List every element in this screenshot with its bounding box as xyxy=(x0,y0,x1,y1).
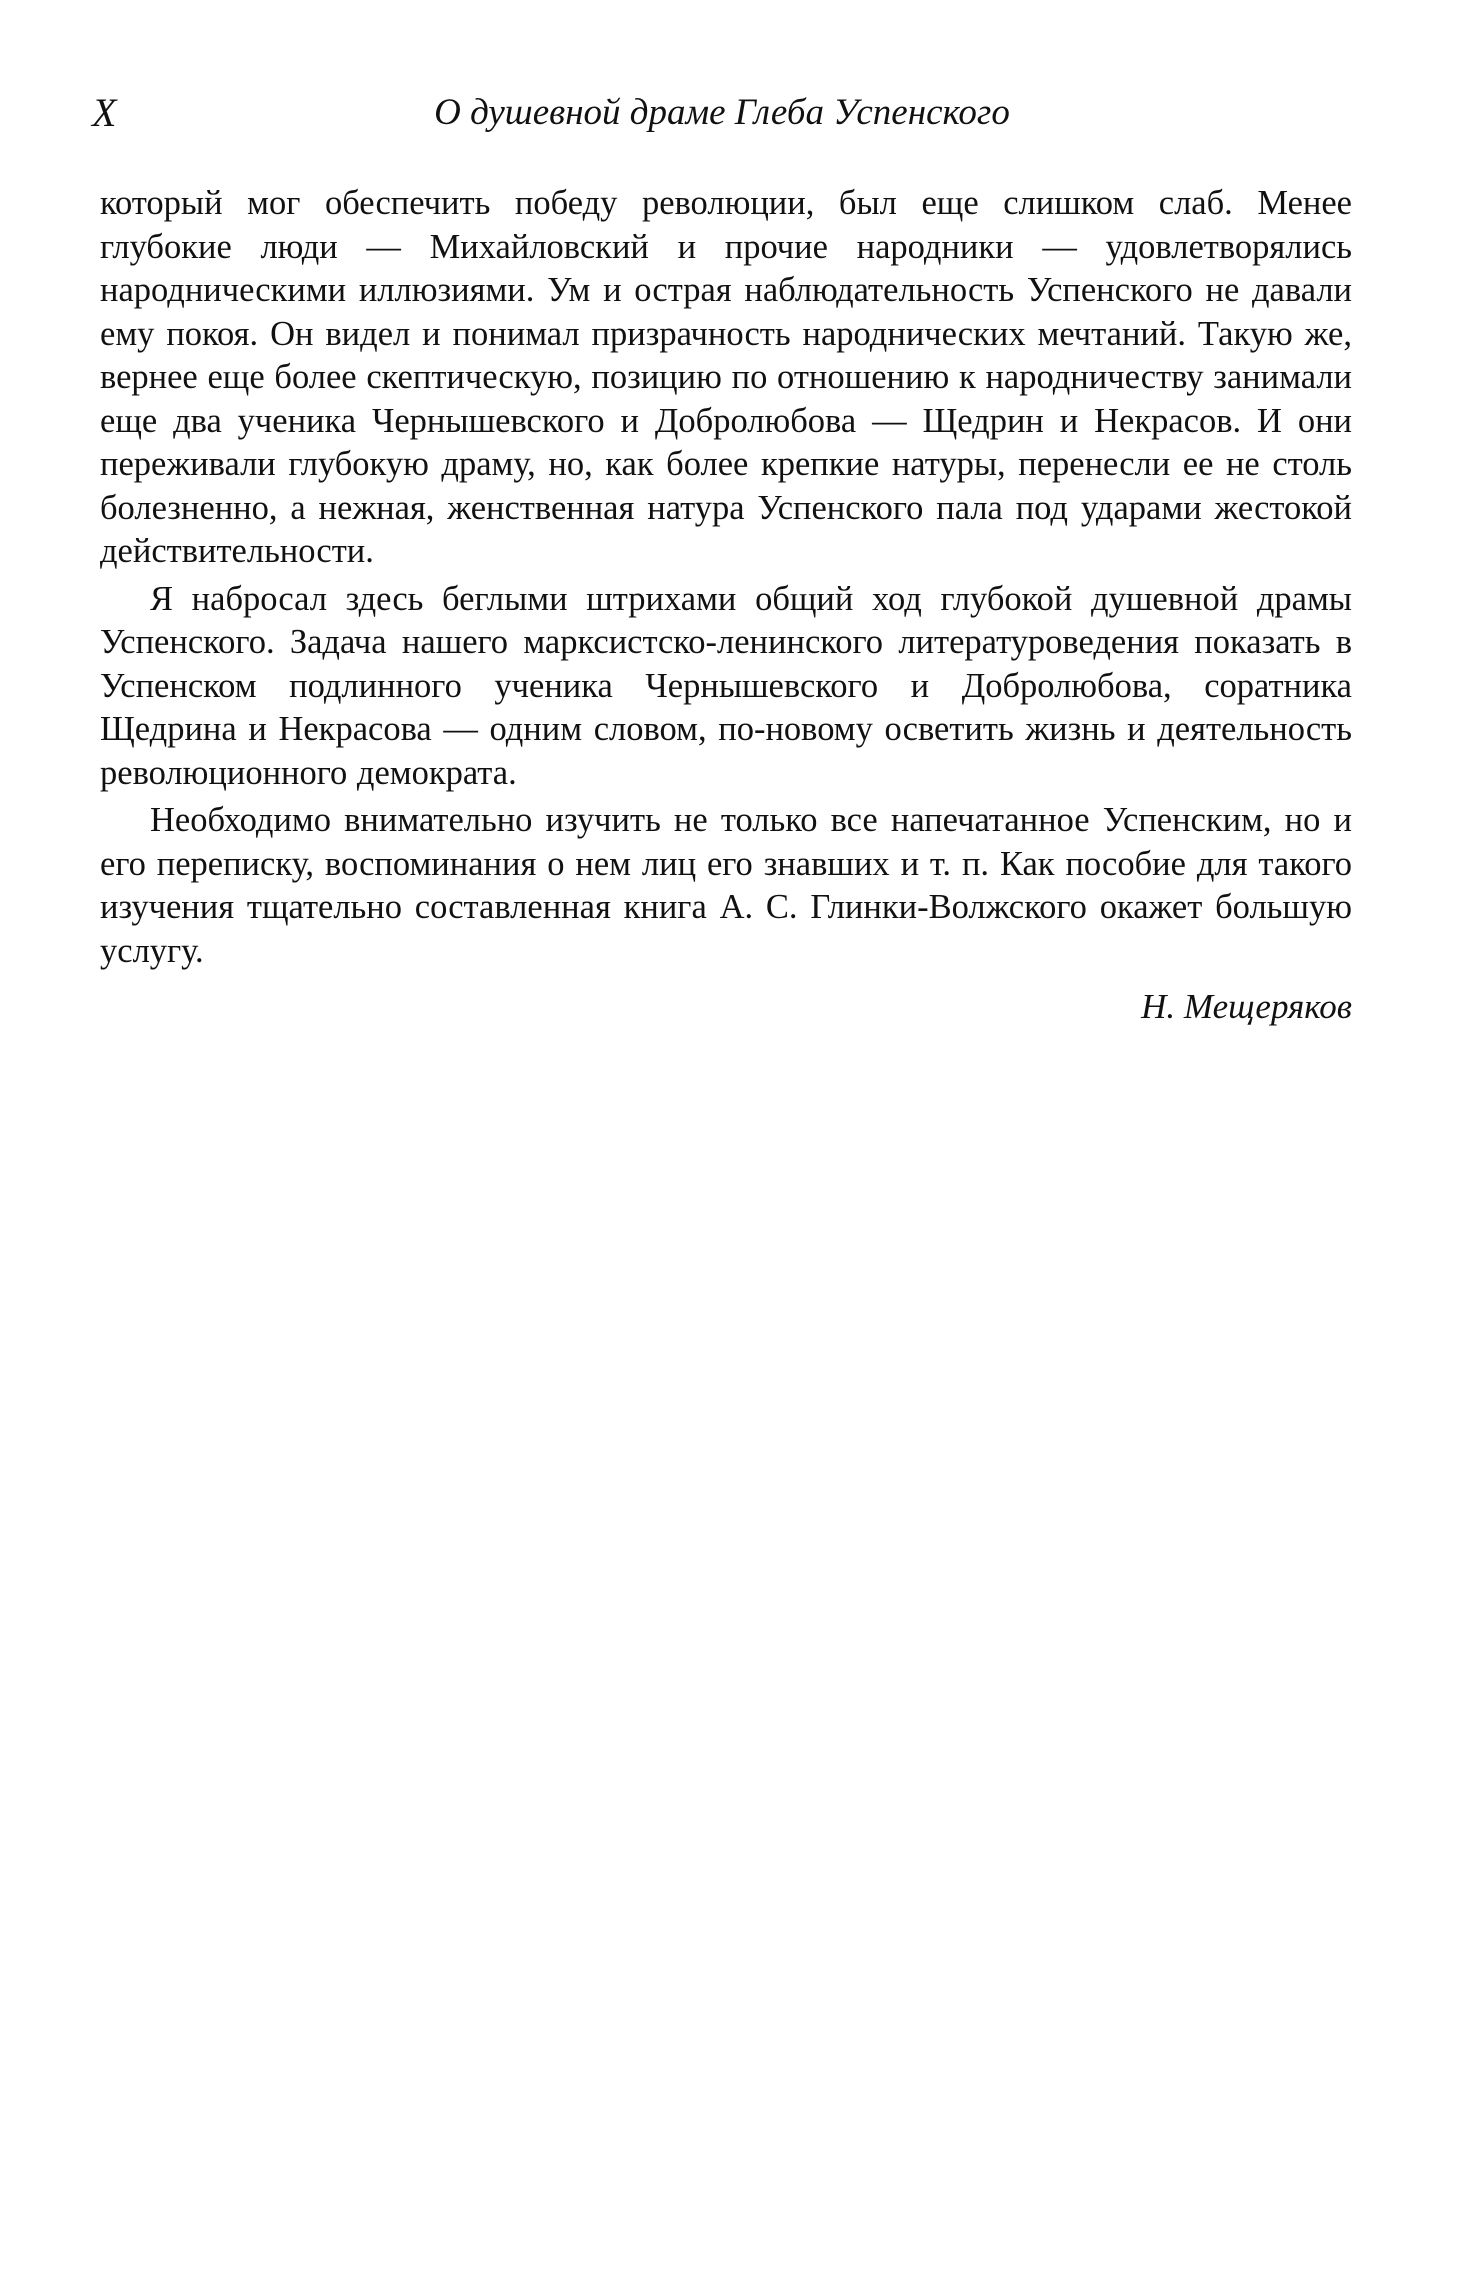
author-signature: Н. Мещеряков xyxy=(1141,987,1352,1026)
running-head xyxy=(92,88,1352,138)
paragraph-1: который мог обеспечить победу революции, был еще слишком слаб. Менее глубокие люди — Михайловский и прочие народники — удовлетворялись народническими иллюзиями. Ум и острая наблюдательность Успенского не давали ему покоя. Он видел и понимал призрачность народнических мечтаний. Такую же, вернее еще более скептическую, позицию по отношению к народничеству занимали еще два ученика Чернышевского и Добролюбова — Щедрин и Некрасов. И они переживали глубокую драму, но, как более крепкие натуры, перенесли ее не столь болезненно, а нежная, женственная натура Успенского пала под ударами жестокой действительности. xyxy=(100,184,1352,570)
running-title: О душевной драме Глеба Успенского xyxy=(434,92,1010,133)
article-text xyxy=(100,182,1352,1031)
page-number: X xyxy=(92,90,117,135)
paragraph-3: Необходимо внимательно изучить не только все напечатанное Успенским, но и его переписку, воспоминания о нем лиц его знавших и т. п. Как пособие для такого изучения тщательно составленная книга А. С. Глинки-Волжского окажет большую услугу. xyxy=(100,801,1352,970)
paragraph-2: Я набросал здесь беглыми штрихами общий ход глубокой душевной драмы Успенского. Задача нашего марксистско-ленинского литературоведения показать в Успенском подлинного ученика Чернышевского и Добролюбова, соратника Щедрина и Некрасова — одним словом, по-новому осветить жизнь и деятельность революционного демократа. xyxy=(100,579,1352,792)
